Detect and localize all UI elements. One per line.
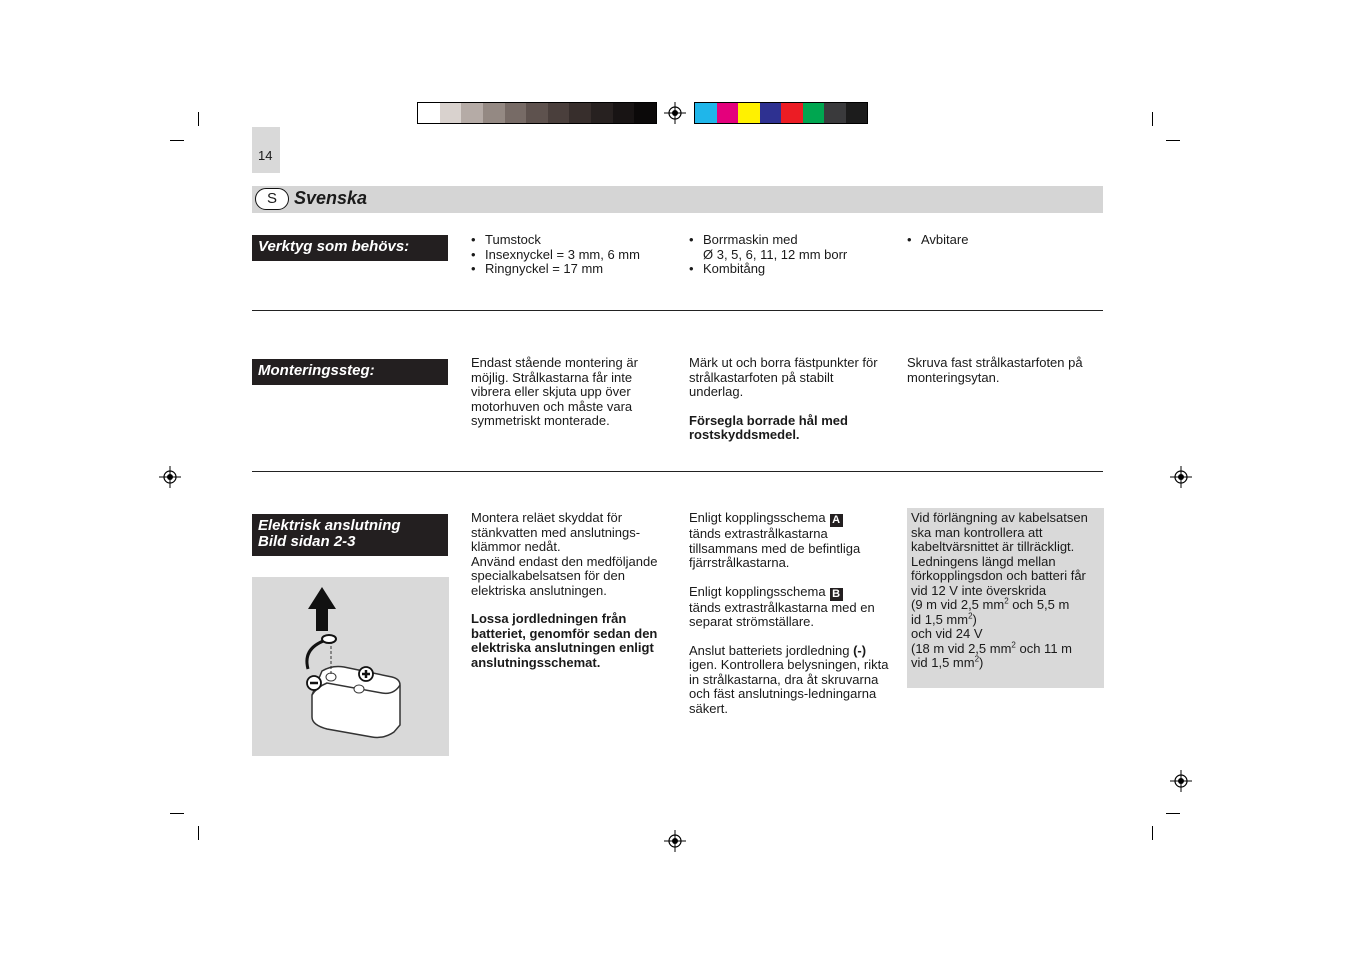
color-swatch	[418, 103, 440, 123]
electrical-column-3	[911, 511, 1103, 671]
registration-mark-icon	[664, 102, 686, 124]
tools-section-label: Verktyg som behövs:	[252, 235, 448, 261]
crop-mark	[170, 140, 184, 141]
mounting-column-2	[689, 356, 889, 443]
crop-mark	[170, 813, 184, 814]
superscript: 2	[974, 654, 980, 664]
color-swatch	[824, 103, 846, 123]
list-item-line: Ø 3, 5, 6, 11, 12 mm borr	[703, 246, 848, 262]
crop-mark	[1166, 140, 1180, 141]
list-item: • Tumstock	[471, 233, 676, 248]
color-swatch	[695, 103, 717, 123]
label-line: Elektrisk anslutning	[258, 517, 401, 534]
list-item	[689, 233, 894, 262]
color-swatch	[440, 103, 462, 123]
color-swatch	[548, 103, 570, 123]
diagram-a-badge: A	[830, 514, 843, 527]
language-badge: S	[255, 188, 289, 210]
wiring-option-b	[689, 585, 889, 630]
mounting-section-label: Monteringssteg:	[252, 359, 448, 385]
cable-note-line	[911, 598, 1103, 613]
superscript: 2	[1011, 640, 1016, 650]
color-swatch	[613, 103, 635, 123]
tools-column-3	[907, 233, 1102, 248]
electrical-section-label	[252, 514, 448, 556]
list-item: • Insexnyckel = 3 mm, 6 mm	[471, 248, 676, 263]
list-item: • Kombitång	[689, 262, 894, 277]
mounting-text-1: Endast stående montering är möjlig. Strålkastarna får inte vibrera eller skjuta upp över motorhuven och måste vara symmetriskt monterade.	[471, 355, 638, 428]
color-calibration-bar	[694, 102, 868, 124]
cable-note-line	[911, 613, 1103, 628]
list-item: • Avbitare	[907, 233, 1102, 248]
crop-mark	[1152, 826, 1153, 840]
reconnect-text: Anslut batteriets jordledning	[689, 642, 850, 658]
mounting-warning: Försegla borrade hål med rostskyddsmedel.	[689, 412, 848, 442]
cable-note-text: (9 m vid 2,5 mm	[911, 597, 1005, 612]
superscript: 2	[968, 611, 973, 621]
cable-note-line: och vid 24 V	[911, 626, 983, 641]
color-swatch	[591, 103, 613, 123]
color-swatch	[505, 103, 527, 123]
wiring-option-a	[689, 511, 889, 571]
registration-mark-icon	[1170, 466, 1192, 488]
mounting-text-2: Märk ut och borra fästpunkter för strålkastarfoten på stabilt underlag.	[689, 355, 878, 399]
battery-illustration	[252, 577, 449, 756]
wiring-option-text: Enligt kopplingsschema	[689, 510, 826, 525]
section-divider	[252, 471, 1103, 472]
cable-note-text: och 11 m	[1015, 640, 1072, 656]
wiring-option-desc: tänds extrastrålkastarna med en separat strömställare.	[689, 599, 875, 629]
tools-column-2	[689, 233, 894, 277]
electrical-column-1	[471, 511, 676, 670]
mounting-column-1	[471, 356, 671, 429]
cable-note-line	[911, 642, 1103, 657]
electrical-text-1: Montera reläet skyddat för stänkvatten med anslutnings-klämmor nedåt.	[471, 510, 641, 554]
cable-note-text: vid 1,5 mm	[911, 655, 975, 670]
electrical-warning: Lossa jordledningen från batteriet, genomför sedan den elektriska anslutningen enligt anslutningsschemat.	[471, 611, 658, 670]
cable-note-text: )	[979, 655, 984, 670]
electrical-text-2: Använd endast den medföljande specialkabelsatsen för den elektriska anslutningen.	[471, 553, 658, 598]
section-divider	[252, 310, 1103, 311]
cable-note-line	[911, 656, 1103, 671]
registration-mark-icon	[664, 830, 686, 852]
color-swatch	[738, 103, 760, 123]
registration-mark-icon	[1170, 770, 1192, 792]
color-swatch	[781, 103, 803, 123]
wiring-option-desc: tänds extrastrålkastarna tillsammans med de befintliga fjärrstrålkastarna.	[689, 526, 861, 570]
color-swatch	[760, 103, 782, 123]
wiring-option-text: Enligt kopplingsschema	[689, 583, 826, 599]
reconnect-text: igen. Kontrollera belysningen, rikta in strålkastarna, dra åt skruvarna och fäst anslutnings-ledningarna säkert.	[689, 657, 889, 716]
color-swatch	[634, 103, 656, 123]
cable-note-text: (18 m vid 2,5 mm	[911, 640, 1012, 656]
crop-mark	[198, 112, 199, 126]
language-title: Svenska	[294, 188, 368, 208]
mounting-text-3: Skruva fast strålkastarfoten på monteringsytan.	[907, 355, 1083, 385]
diagram-b-badge: B	[830, 588, 843, 601]
superscript: 2	[1004, 596, 1009, 606]
cable-note-text: och 5,5 m	[1008, 597, 1070, 612]
mounting-column-3	[907, 356, 1102, 385]
color-swatch	[526, 103, 548, 123]
ground-symbol: (-)	[853, 642, 867, 658]
color-swatch	[717, 103, 739, 123]
color-swatch	[483, 103, 505, 123]
tools-column-1	[471, 233, 676, 277]
color-swatch	[803, 103, 825, 123]
cable-note-text: )	[972, 611, 977, 627]
cable-note-text: id 1,5 mm	[911, 611, 969, 627]
crop-mark	[1166, 813, 1180, 814]
gray-calibration-bar	[417, 102, 657, 124]
page-number: 14	[258, 148, 273, 163]
list-item: • Ringnyckel = 17 mm	[471, 262, 676, 277]
registration-mark-icon	[159, 466, 181, 488]
electrical-column-2	[689, 511, 889, 716]
language-header-bar	[252, 186, 1103, 213]
list-item-line: Borrmaskin med	[703, 232, 798, 247]
color-swatch	[569, 103, 591, 123]
cable-note-intro: Vid förlängning av kabelsatsen ska man kontrollera att kabeltvärsnittet är tillräckligt. Ledningens längd mellan förkopplingsdon och batteri får vid 12 V inte överskrida	[911, 510, 1088, 598]
color-swatch	[846, 103, 868, 123]
crop-mark	[198, 826, 199, 840]
reconnect-instructions	[689, 644, 889, 717]
label-line: Bild sidan 2-3	[258, 533, 356, 550]
color-swatch	[461, 103, 483, 123]
crop-mark	[1152, 112, 1153, 126]
